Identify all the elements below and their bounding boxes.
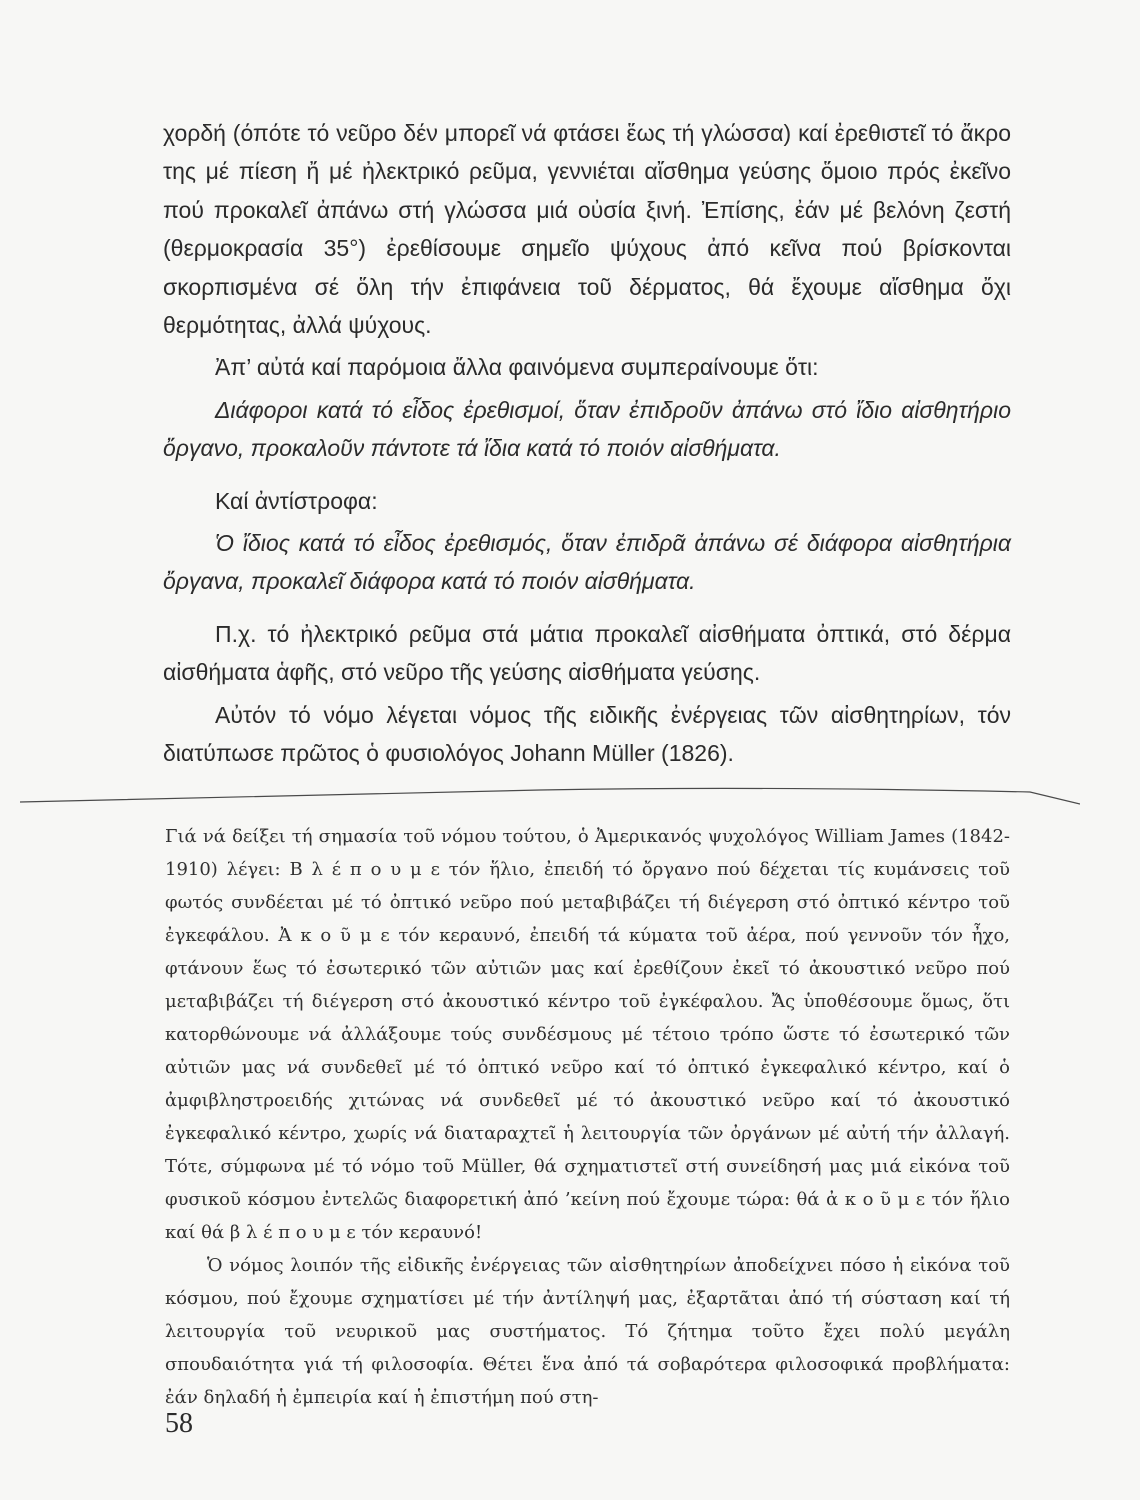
footnote-separator-line bbox=[20, 780, 1080, 820]
main-paragraph-2: Ἀπ’ αὐτά καί παρόμοια ἄλλα φαινόμενα συμπεραίνουμε ὅτι: bbox=[215, 354, 819, 381]
main-paragraph-example: Π.χ. τό ἠλεκτρικό ρεῦμα στά μάτια προκαλεῖ αἰσθήματα ὀπτικά, στό δέρμα αἰσθήματα ἁφῆς, στό νεῦρο τῆς γεύσης αἰσθήματα γεύσης. bbox=[163, 620, 1011, 686]
main-paragraph-1: χορδή (όπότε τό νεῦρο δέν μπορεῖ νά φτάσει ἕως τή γλώσσα) καί ἐρεθιστεῖ τό ἄκρο της μέ πίεση ἤ μέ ἠλεκτρικό ρεῦμα, γεννιέται αἴσθημα γεύσης ὅμοιο πρός ἐκεῖνο πού προκαλεῖ ἀπάνω στή γλώσσα μιά οὐσία ξινή. Ἐπίσης, ἐάν μέ βελόνη ζεστή (θερμοκρασία 35°) ἐρεθίσουμε σημεῖο ψύχους ἀπό κεῖνα πού βρίσκονται σκορπισμένα σέ ὅλη τήν ἐπιφάνεια τοῦ δέρματος, θά ἔχουμε αἴσθημα ὄχι θερμότητας, ἀλλά ψύχους. bbox=[163, 120, 1011, 339]
footnote-paragraph-1: Γιά νά δείξει τή σημασία τοῦ νόμου τούτου, ὁ Ἀμερικανός ψυχολόγος William James (1842-1910) λέγει: Β λ έ π ο υ μ ε τόν ἥλιο, ἐπειδή τό ὄργανο πού δέχεται τίς κυμάνσεις τοῦ φωτός συνδέεται μέ τό ὀπτικό νεῦρο πού μεταβιβάζει τή διέγερση στό ὀπτικό κέντρο τοῦ ἐγκεφάλου. Ἀ κ ο ῦ μ ε τόν κεραυνό, ἐπειδή τά κύματα τοῦ ἀέρα, πού γεννοῦν τόν ἦχο, φτάνουν ἕως τό ἐσωτερικό τῶν αὐτιῶν μας καί ἐρεθίζουν ἐκεῖ τό ἀκουστικό νεῦρο πού μεταβιβάζει τή διέγερση στό ἀκουστικό κέντρο τοῦ ἐγκέφαλου. Ἄς ὑποθέσουμε ὅμως, ὅτι κατορθώνουμε νά ἀλλάξουμε τούς συνδέσμους μέ τέτοιο τρόπο ὥστε τό ἐσωτερικό τῶν αὐτιῶν μας νά συνδεθεῖ μέ τό ὀπτικό νεῦρο καί τό ὀπτικό ἐγκεφαλικό κέντρο, καί ὁ ἀμφιβληστροειδής χιτώνας νά συνδεθεῖ μέ τό ἀκουστικό νεῦρο καί τό ἀκουστικό ἐγκεφαλικό κέντρο, χωρίς νά διαταραχτεῖ ἡ λειτουργία τῶν ὀργάνων μέ αὐτή τήν ἀλλαγή. Τότε, σύμφωνα μέ τό νόμο τοῦ Müller, θά σχηματιστεῖ στή συνείδησή μας μιά εἰκόνα τοῦ φυσικοῦ κόσμου ἐντελῶς διαφορετική ἀπό ’κείνη πού ἔχουμε τώρα: θά ἀ κ ο ῦ μ ε τόν ἥλιο καί θά β λ έ π ο υ μ ε τόν κεραυνό! bbox=[165, 826, 1010, 1243]
footnote-paragraph-2: Ὁ νόμος λοιπόν τῆς εἰδικῆς ἐνέργειας τῶν αἰσθητηρίων ἀποδείχνει πόσο ἡ εἰκόνα τοῦ κόσμου, πού ἔχουμε σχηματίσει μέ τήν ἀντίληψή μας, ἐξαρτᾶται ἀπό τή σύσταση καί τή λειτουργία τοῦ νευρικοῦ μας συστήματος. Τό ζήτημα τοῦτο ἔχει πολύ μεγάλη σπουδαιότητα γιά τή φιλοσοφία. Θέτει ἕνα ἀπό τά σοβαρότερα φιλοσοφικά προβλήματα: ἐάν δηλαδή ἡ ἐμπειρία καί ἡ ἐπιστήμη πού στη- bbox=[165, 1255, 1010, 1408]
footnote-text bbox=[165, 820, 1010, 1414]
principle-statement-2: Ὁ ἴδιος κατά τό εἶδος ἐρεθισμός, ὅταν ἐπιδρᾶ ἀπάνω σέ διάφορα αἰσθητήρια ὄργανα, προκαλεῖ διάφορα κατά τό ποιόν αἰσθήματα. bbox=[163, 530, 1011, 595]
page-number: 58 bbox=[165, 1408, 193, 1439]
main-paragraph-conversely: Καί ἀντίστροφα: bbox=[215, 487, 378, 514]
principle-statement-1: Διάφοροι κατά τό εἶδος ἐρεθισμοί, ὅταν ἐπιδροῦν ἀπάνω στό ἴδιο αἰσθητήριο ὄργανο, προκαλοῦν πάντοτε τά ἴδια κατά τό ποιόν αἰσθήματα. bbox=[163, 396, 1011, 462]
main-text bbox=[163, 114, 1011, 773]
main-paragraph-muller-law: Αὐτόν τό νόμο λέγεται νόμος τῆς ειδικῆς ἐνέργειας τῶν αἰσθητηρίων, τόν διατύπωσε πρῶτος ὁ φυσιολόγος Johann Müller (1826). bbox=[163, 701, 1011, 767]
